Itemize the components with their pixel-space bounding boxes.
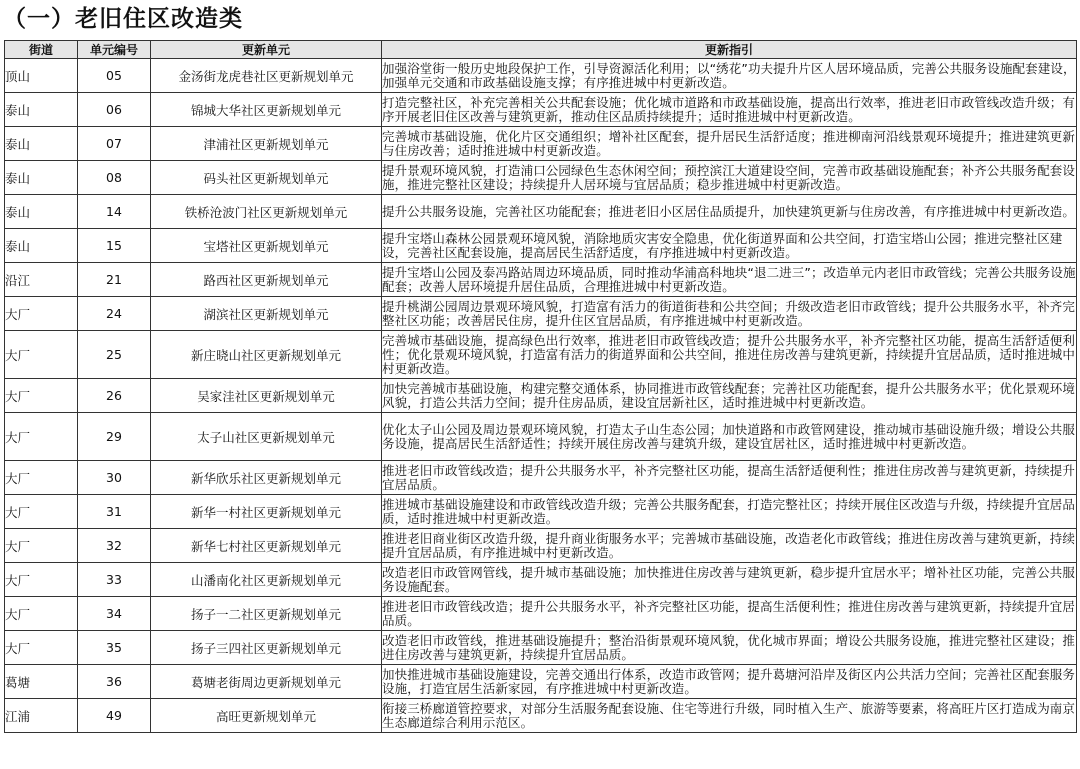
district-cell: 大厂: [5, 461, 78, 495]
unit-name-cell: 宝塔社区更新规划单元: [151, 229, 382, 263]
guide-cell: 推进老旧商业街区改造升级，提升商业街服务水平；完善城市基础设施，改造老化市政管线；推进住房改善与建筑更新，持续提升宜居品质，有序推进城中村更新改造。: [382, 529, 1077, 563]
guide-cell: 提升景观环境风貌，打造浦口公园绿色生态休闲空间；预控滨江大道建设空间，完善市政基础设施配套；补齐公共服务配套设施，推进完整社区建设；持续提升人居环境与宜居品质；稳步推进城中村更新改造。: [382, 161, 1077, 195]
unit-name-cell: 吴家洼社区更新规划单元: [151, 379, 382, 413]
unit-name-cell: 路西社区更新规划单元: [151, 263, 382, 297]
table-row: [5, 127, 1077, 161]
district-cell: 泰山: [5, 161, 78, 195]
district-cell: 大厂: [5, 529, 78, 563]
unit-no-cell: 21: [78, 263, 151, 297]
table-row: [5, 461, 1077, 495]
unit-no-cell: 34: [78, 597, 151, 631]
unit-name-cell: 高旺更新规划单元: [151, 699, 382, 733]
unit-name-cell: 葛塘老街周边更新规划单元: [151, 665, 382, 699]
unit-name-cell: 新华一村社区更新规划单元: [151, 495, 382, 529]
guide-cell: 提升宝塔山森林公园景观环境风貌，消除地质灾害安全隐患，优化街道界面和公共空间，打造宝塔山公园；推进完整社区建设，完善社区配套设施，提高居民生活舒适度，有序推进城中村更新改造。: [382, 229, 1077, 263]
unit-name-cell: 太子山社区更新规划单元: [151, 413, 382, 461]
district-cell: 江浦: [5, 699, 78, 733]
table-row: [5, 529, 1077, 563]
table-header-row: [5, 41, 1077, 59]
district-cell: 泰山: [5, 229, 78, 263]
guide-cell: 提升桃湖公园周边景观环境风貌，打造富有活力的街道街巷和公共空间；升级改造老旧市政管线；提升公共服务水平，补齐完整社区功能；改善居民住房，提升住区宜居品质，有序推进城中村更新改造。: [382, 297, 1077, 331]
district-cell: 葛塘: [5, 665, 78, 699]
guide-cell: 优化太子山公园及周边景观环境风貌，打造太子山生态公园；加快道路和市政管网建设，推动城市基础设施升级；增设公共服务设施，提高居民生活舒适性；持续开展住房改善与建筑升级，建设宜居社区，适时推进城中村更新改造。: [382, 413, 1077, 461]
guide-cell: 推进城市基础设施建设和市政管线改造升级；完善公共服务配套，打造完整社区；持续开展住区改造与升级，持续提升宜居品质，适时推进城中村更新改造。: [382, 495, 1077, 529]
district-cell: 沿江: [5, 263, 78, 297]
table-row: [5, 331, 1077, 379]
guide-cell: 完善城市基础设施，提高绿色出行效率，推进老旧市政管线改造；提升公共服务水平，补齐完整社区功能，提高生活舒适便利性；优化景观环境风貌，打造富有活力的街道界面和公共空间，推进住房改善与建筑更新，持续提升宜居品质，适时推进城中村更新改造。: [382, 331, 1077, 379]
table-row: [5, 229, 1077, 263]
guide-cell: 加快完善城市基础设施，构建完整交通体系，协同推进市政管线配套；完善社区功能配套，提升公共服务水平；优化景观环境风貌，打造公共活力空间；提升住房品质，建设宜居新社区，适时推进城中村更新改造。: [382, 379, 1077, 413]
table-row: [5, 563, 1077, 597]
unit-name-cell: 扬子一二社区更新规划单元: [151, 597, 382, 631]
unit-name-cell: 扬子三四社区更新规划单元: [151, 631, 382, 665]
unit-no-cell: 15: [78, 229, 151, 263]
unit-no-cell: 30: [78, 461, 151, 495]
unit-no-cell: 33: [78, 563, 151, 597]
header-district: 街道: [5, 41, 78, 59]
district-cell: 大厂: [5, 597, 78, 631]
guide-cell: 提升公共服务设施，完善社区功能配套；推进老旧小区居住品质提升，加快建筑更新与住房改善，有序推进城中村更新改造。: [382, 195, 1077, 229]
unit-name-cell: 新华七村社区更新规划单元: [151, 529, 382, 563]
guide-cell: 改造老旧市政管网管线，提升城市基础设施；加快推进住房改善与建筑更新，稳步提升宜居水平；增补社区功能，完善公共服务设施配套。: [382, 563, 1077, 597]
header-unit: 更新单元: [151, 41, 382, 59]
unit-name-cell: 津浦社区更新规划单元: [151, 127, 382, 161]
table-row: [5, 297, 1077, 331]
unit-no-cell: 06: [78, 93, 151, 127]
table-body: [5, 59, 1077, 733]
district-cell: 大厂: [5, 563, 78, 597]
unit-no-cell: 36: [78, 665, 151, 699]
table-row: [5, 161, 1077, 195]
unit-no-cell: 26: [78, 379, 151, 413]
table-row: [5, 597, 1077, 631]
guide-cell: 加强浴堂街一般历史地段保护工作，引导资源活化利用；以“绣花”功夫提升片区人居环境品质，完善公共服务设施配套建设，加强单元交通和市政基础设施支撑；有序推进城中村更新改造。: [382, 59, 1077, 93]
guide-cell: 推进老旧市政管线改造；提升公共服务水平，补齐完整社区功能，提高生活便利性；推进住房改善与建筑更新，持续提升宜居品质。: [382, 597, 1077, 631]
unit-no-cell: 32: [78, 529, 151, 563]
district-cell: 大厂: [5, 379, 78, 413]
guide-cell: 衔接三桥廊道管控要求，对部分生活服务配套设施、住宅等进行升级，同时植入生产、旅游等要素，将高旺片区打造成为南京生态廊道综合利用示范区。: [382, 699, 1077, 733]
unit-name-cell: 码头社区更新规划单元: [151, 161, 382, 195]
unit-no-cell: 35: [78, 631, 151, 665]
district-cell: 泰山: [5, 195, 78, 229]
unit-no-cell: 24: [78, 297, 151, 331]
table-row: [5, 631, 1077, 665]
district-cell: 顶山: [5, 59, 78, 93]
district-cell: 泰山: [5, 93, 78, 127]
table-row: [5, 263, 1077, 297]
district-cell: 大厂: [5, 495, 78, 529]
district-cell: 大厂: [5, 413, 78, 461]
unit-no-cell: 49: [78, 699, 151, 733]
table-row: [5, 195, 1077, 229]
renewal-units-table: [4, 40, 1077, 733]
district-cell: 大厂: [5, 297, 78, 331]
unit-name-cell: 湖滨社区更新规划单元: [151, 297, 382, 331]
guide-cell: 改造老旧市政管线，推进基础设施提升；整治沿街景观环境风貌，优化城市界面；增设公共服务设施，推进完整社区建设；推进住房改善与建筑更新，持续提升宜居品质。: [382, 631, 1077, 665]
unit-no-cell: 14: [78, 195, 151, 229]
header-unit-no: 单元编号: [78, 41, 151, 59]
unit-no-cell: 25: [78, 331, 151, 379]
district-cell: 大厂: [5, 331, 78, 379]
table-row: [5, 699, 1077, 733]
unit-name-cell: 金汤街龙虎巷社区更新规划单元: [151, 59, 382, 93]
guide-cell: 推进老旧市政管线改造；提升公共服务水平，补齐完整社区功能，提高生活舒适便利性；推进住房改善与建筑更新，持续提升宜居品质。: [382, 461, 1077, 495]
table-row: [5, 665, 1077, 699]
guide-cell: 完善城市基础设施，优化片区交通组织；增补社区配套，提升居民生活舒适度；推进柳南河沿线景观环境提升；推进建筑更新与住房改善；适时推进城中村更新改造。: [382, 127, 1077, 161]
district-cell: 大厂: [5, 631, 78, 665]
unit-name-cell: 新庄晓山社区更新规划单元: [151, 331, 382, 379]
unit-no-cell: 05: [78, 59, 151, 93]
unit-no-cell: 29: [78, 413, 151, 461]
guide-cell: 加快推进城市基础设施建设，完善交通出行体系，改造市政管网；提升葛塘河沿岸及街区内公共活力空间；完善社区配套服务设施，打造宜居生活新家园，有序推进城中村更新改造。: [382, 665, 1077, 699]
unit-no-cell: 07: [78, 127, 151, 161]
table-row: [5, 93, 1077, 127]
table-row: [5, 379, 1077, 413]
table-row: [5, 495, 1077, 529]
table-row: [5, 59, 1077, 93]
unit-name-cell: 锦城大华社区更新规划单元: [151, 93, 382, 127]
page-title: （一）老旧住区改造类: [3, 6, 243, 32]
table-row: [5, 413, 1077, 461]
unit-name-cell: 新华欣乐社区更新规划单元: [151, 461, 382, 495]
guide-cell: 提升宝塔山公园及泰冯路站周边环境品质，同时推动华浦高科地块“退二进三”；改造单元内老旧市政管线；完善公共服务设施配套；改善人居环境提升居住品质，合理推进城中村更新改造。: [382, 263, 1077, 297]
unit-name-cell: 铁桥沧波门社区更新规划单元: [151, 195, 382, 229]
unit-no-cell: 31: [78, 495, 151, 529]
district-cell: 泰山: [5, 127, 78, 161]
unit-no-cell: 08: [78, 161, 151, 195]
unit-name-cell: 山潘南化社区更新规划单元: [151, 563, 382, 597]
guide-cell: 打造完整社区，补充完善相关公共配套设施；优化城市道路和市政基础设施，提高出行效率，推进老旧市政管线改造升级；有序开展老旧住区改善与建筑更新，推动住区品质持续提升；适时推进城中村更新改造。: [382, 93, 1077, 127]
header-guide: 更新指引: [382, 41, 1077, 59]
